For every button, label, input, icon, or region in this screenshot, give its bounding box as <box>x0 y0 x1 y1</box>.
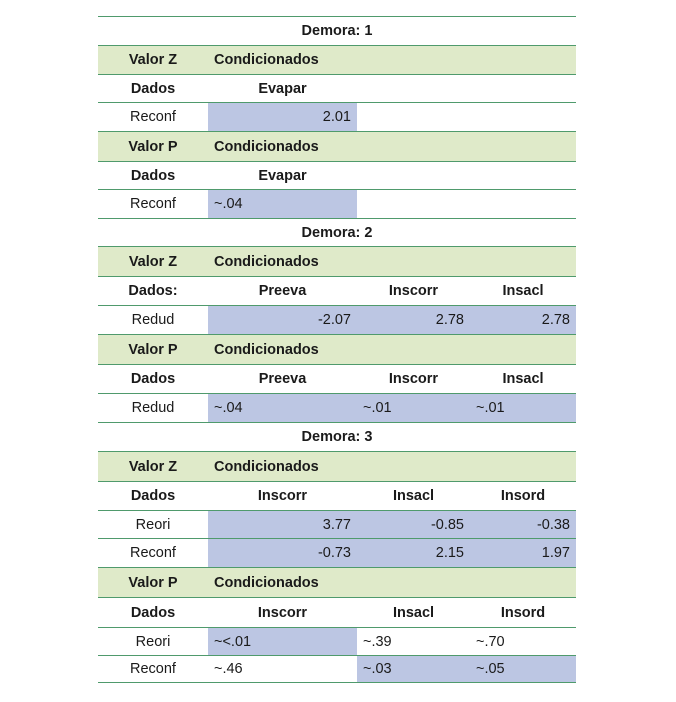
table-row <box>98 394 576 423</box>
demora-title-row <box>98 423 576 452</box>
row-label: Redud <box>131 400 175 416</box>
row-label: Reconf <box>130 109 176 125</box>
demora-title: Demora: 3 <box>301 429 373 445</box>
column-header: Preeva <box>258 283 307 299</box>
column-header: Evapar <box>258 167 307 184</box>
dados-label: Dados <box>130 167 176 184</box>
table-row <box>98 656 576 683</box>
valor-p-header-row <box>98 132 576 162</box>
condicionados-label: Condicionados <box>214 138 319 155</box>
value-cell: 3.77 <box>208 511 357 538</box>
value-cell: ~.05 <box>470 656 576 682</box>
column-header-row <box>98 277 576 306</box>
value-cell: ~<.01 <box>208 628 357 655</box>
column-header: Inscorr <box>388 283 439 299</box>
value-cell: ~.03 <box>357 656 470 682</box>
demora-title: Demora: 1 <box>301 23 373 39</box>
dados-label: Dados <box>130 371 176 387</box>
column-header: Inscorr <box>388 371 439 387</box>
row-label: Reori <box>135 516 171 533</box>
valor-z-label: Valor Z <box>128 52 178 68</box>
value-cell: ~.01 <box>470 394 576 422</box>
valor-z-header-row <box>98 247 576 277</box>
valor-p-header-row <box>98 335 576 365</box>
demora-title: Demora: 2 <box>301 224 373 241</box>
column-header: Insord <box>500 488 546 504</box>
value-cell: ~.01 <box>357 394 470 422</box>
column-header: Insacl <box>392 604 435 621</box>
valor-z-header-row <box>98 452 576 482</box>
column-header-row <box>98 482 576 511</box>
condicionados-label: Condicionados <box>214 458 319 475</box>
column-header: Insacl <box>502 371 544 387</box>
column-header: Insord <box>500 604 546 621</box>
valor-z-label: Valor Z <box>128 458 178 475</box>
column-header-row <box>98 162 576 190</box>
column-header: Insacl <box>502 283 544 299</box>
dados-label: Dados <box>130 80 176 97</box>
value-cell: ~.04 <box>208 190 357 218</box>
table-row <box>98 628 576 656</box>
table-row <box>98 511 576 539</box>
valor-p-header-row <box>98 568 576 598</box>
value-cell: 2.78 <box>470 306 576 334</box>
valor-p-label: Valor P <box>128 138 178 155</box>
value-cell: 2.01 <box>208 103 357 131</box>
value-cell: ~.39 <box>363 633 392 650</box>
column-header: Insacl <box>392 488 435 504</box>
value-cell: ~.46 <box>214 661 243 677</box>
valor-z-label: Valor Z <box>128 253 178 270</box>
condicionados-label: Condicionados <box>214 341 319 358</box>
condicionados-label: Condicionados <box>214 253 319 270</box>
value-cell: 1.97 <box>470 539 576 567</box>
value-cell: ~.70 <box>476 633 505 650</box>
table-row <box>98 190 576 219</box>
dados-label: Dados <box>130 604 176 621</box>
demora-title-row <box>98 219 576 247</box>
table-row <box>98 539 576 568</box>
dados-label: Dados: <box>128 283 178 299</box>
valor-z-header-row <box>98 46 576 75</box>
row-label: Reconf <box>130 661 176 677</box>
value-cell: 2.15 <box>357 539 470 567</box>
value-cell: -0.73 <box>208 539 357 567</box>
column-header: Preeva <box>258 371 307 387</box>
value-cell: 2.78 <box>357 306 470 334</box>
column-header: Inscorr <box>257 604 308 621</box>
dados-label: Dados <box>130 488 176 504</box>
value-cell: -0.85 <box>357 511 470 538</box>
row-label: Redud <box>131 312 175 328</box>
value-cell: ~.04 <box>208 394 357 422</box>
condicionados-label: Condicionados <box>214 52 319 68</box>
value-cell: -2.07 <box>208 306 357 334</box>
column-header-row <box>98 75 576 103</box>
valor-p-label: Valor P <box>128 574 178 591</box>
valor-p-label: Valor P <box>128 341 178 358</box>
table-row <box>98 306 576 335</box>
condicionados-label: Condicionados <box>214 574 319 591</box>
row-label: Reconf <box>130 196 176 212</box>
column-header: Inscorr <box>257 488 308 504</box>
row-label: Reori <box>135 633 171 650</box>
demora-title-row <box>98 16 576 46</box>
table-row <box>98 103 576 132</box>
results-table <box>98 16 576 683</box>
column-header: Evapar <box>258 80 307 97</box>
column-header-row <box>98 365 576 394</box>
column-header-row <box>98 598 576 628</box>
value-cell: -0.38 <box>470 511 576 538</box>
row-label: Reconf <box>130 545 176 561</box>
